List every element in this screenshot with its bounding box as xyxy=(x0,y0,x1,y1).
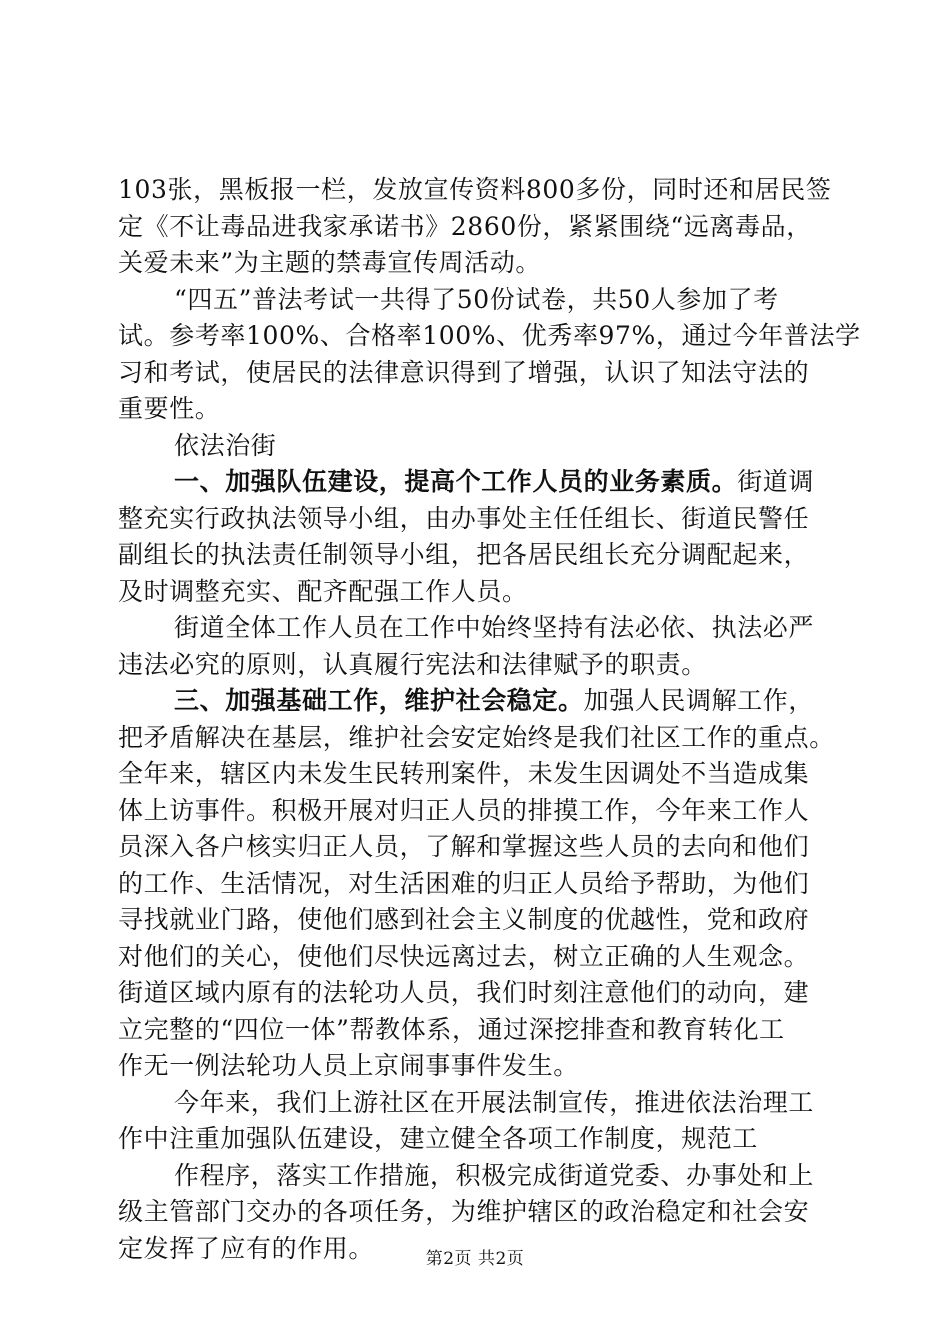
section-heading: 一、加强队伍建设，提高个工作人员的业务素质。 xyxy=(174,467,738,496)
text-line xyxy=(118,1121,838,1158)
line-text: 试。参考率100%、合格率100%、优秀率97%，通过今年普法学 xyxy=(118,321,861,350)
line-text: 寻找就业门路，使他们感到社会主义制度的优越性，党和政府 xyxy=(118,905,810,934)
line-text: 立完整的“四位一体”帮教体系，通过深挖排查和教育转化工 xyxy=(118,1014,785,1044)
line-text: 及时调整充实、配齐配强工作人员。 xyxy=(118,576,528,606)
line-text: 员深入各户核实归正人员，了解和掌握这些人员的去向和他们 xyxy=(118,832,810,861)
text-line xyxy=(118,209,838,246)
document-body xyxy=(118,172,861,1267)
line-text: 作程序，落实工作措施，积极完成街道党委、办事处和上 xyxy=(174,1160,815,1190)
text-line xyxy=(118,647,838,684)
text-line xyxy=(118,683,838,720)
line-text: 重要性。 xyxy=(118,394,221,423)
text-line xyxy=(118,355,838,392)
text-line xyxy=(118,318,861,355)
text-line xyxy=(118,610,838,647)
line-text: 习和考试，使居民的法律意识得到了增强，认识了知法守法的 xyxy=(118,357,810,387)
text-line xyxy=(118,793,838,830)
line-text: 街道全体工作人员在工作中始终坚持有法必依、执法必严 xyxy=(174,613,815,642)
line-text: 全年来，辖区内未发生民转刑案件，未发生因调处不当造成集 xyxy=(118,759,810,788)
text-line xyxy=(118,1158,838,1195)
text-line xyxy=(118,975,838,1012)
line-text: 对他们的关心，使他们尽快远离过去，树立正确的人生观念。 xyxy=(118,941,810,971)
text-line xyxy=(118,1012,838,1049)
line-text: 违法必究的原则，认真履行宪法和法律赋予的职责。 xyxy=(118,649,707,679)
text-line xyxy=(118,282,838,319)
text-line xyxy=(118,902,838,939)
text-line xyxy=(118,501,838,538)
line-text: 把矛盾解决在基层，维护社会安定始终是我们社区工作的重点。 xyxy=(118,722,835,752)
text-line xyxy=(118,172,838,209)
text-line xyxy=(118,1085,838,1122)
text-line xyxy=(118,464,838,501)
text-line xyxy=(118,829,838,866)
text-line xyxy=(118,574,838,611)
text-line xyxy=(118,1048,838,1085)
text-line xyxy=(118,245,838,282)
line-text: “四五”普法考试一共得了50份试卷，共50人参加了考 xyxy=(174,284,779,314)
text-line xyxy=(118,391,838,428)
text-line xyxy=(118,428,838,465)
line-text: 定发挥了应有的作用。 xyxy=(118,1233,375,1263)
line-text: 级主管部门交办的各项任务，为维护辖区的政治稳定和社会安 xyxy=(118,1197,810,1226)
text-line xyxy=(118,537,838,574)
page-footer: 第2页 共2页 xyxy=(425,1249,525,1269)
line-text: 关爱未来”为主题的禁毒宣传周活动。 xyxy=(118,248,541,277)
line-text: 依法治街 xyxy=(174,430,277,460)
text-line xyxy=(118,720,838,757)
line-text: 加强人民调解工作， xyxy=(583,686,815,715)
line-text: 整充实行政执法领导小组，由办事处主任任组长、街道民警任 xyxy=(118,503,810,533)
text-line xyxy=(118,939,838,976)
line-text: 街道区域内原有的法轮功人员，我们时刻注意他们的动向，建 xyxy=(118,978,810,1007)
line-text: 定《不让毒品进我家承诺书》2860份，紧紧围绕“远离毒品， xyxy=(118,211,812,241)
text-line xyxy=(118,756,838,793)
line-text: 今年来，我们上游社区在开展法制宣传，推进依法治理工 xyxy=(174,1087,815,1117)
text-line xyxy=(118,866,838,903)
section-heading: 三、加强基础工作，维护社会稳定。 xyxy=(174,686,584,715)
line-text: 街道调 xyxy=(737,467,815,496)
line-text: 103张，黑板报一栏，发放宣传资料800多份，同时还和居民签 xyxy=(118,175,832,204)
line-text: 副组长的执法责任制领导小组，把各居民组长充分调配起来， xyxy=(118,540,810,569)
line-text: 体上访事件。积极开展对归正人员的排摸工作，今年来工作人 xyxy=(118,795,810,825)
line-text: 作无一例法轮功人员上京闹事事件发生。 xyxy=(118,1051,579,1080)
line-text: 的工作、生活情况，对生活困难的归正人员给予帮助，为他们 xyxy=(118,868,810,898)
line-text: 作中注重加强队伍建设，建立健全各项工作制度，规范工 xyxy=(118,1124,759,1153)
text-line xyxy=(118,1194,838,1231)
